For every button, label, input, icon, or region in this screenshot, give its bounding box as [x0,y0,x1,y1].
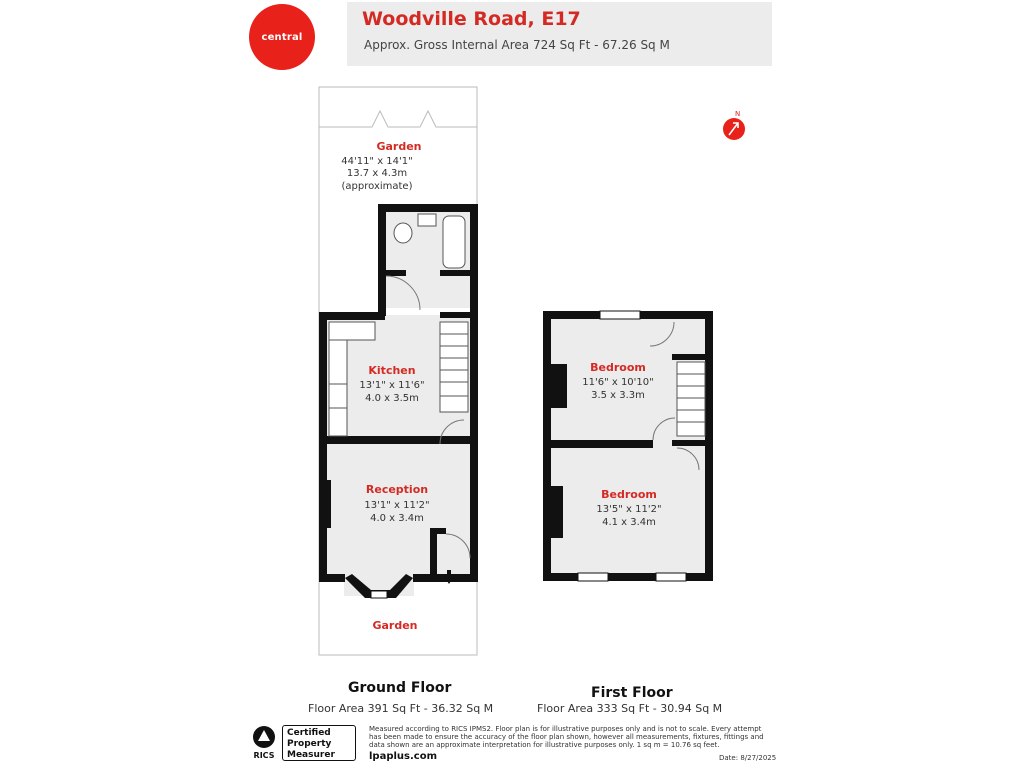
reception-name: Reception [365,483,429,496]
footer-date: Date: 8/27/2025 [719,754,777,762]
cert-line-2: Property [287,739,332,749]
kitchen-name: Kitchen [368,364,416,377]
kitchen-dim-imperial: 13'1" x 11'6" [359,380,425,391]
bedroom-rear-dim-metric: 3.5 x 3.3m [591,390,645,401]
kitchen-sink [329,322,375,340]
bedroom-front-name: Bedroom [601,488,657,501]
garden-steps [319,111,477,127]
bathtub [443,216,465,268]
page-subtitle: Approx. Gross Internal Area 724 Sq Ft - 67.26 Sq M [364,38,670,52]
first-floor-area: Floor Area 333 Sq Ft - 30.94 Sq M [537,702,723,715]
bedroom-rear-dim-imperial: 11'6" x 10'10" [582,377,654,388]
hob [329,384,347,408]
bedroom-front-dim-metric: 4.1 x 3.4m [602,517,656,528]
compass-label: N [735,110,741,118]
first-stairs [677,362,705,436]
cert-line-3: Measurer [287,750,335,760]
cert-line-1: Certified [287,728,331,738]
first-floor-title: First Floor [591,685,673,701]
disclaimer-text: Measured according to RICS IPMS2. Floor plan is for illustrative purposes only and is not to scale. Every attempt has been made to ensure the accuracy of the floor plan shown, however all measurements, fixtures, fittings and data shown are an approximate interpretation for illustrative purposes only. 1 sq m = 10.76 sq feet. [369,725,764,749]
rics-logo-icon [250,725,278,749]
reception-dim-metric: 4.0 x 3.4m [370,513,424,524]
page-title: Woodville Road, E17 [362,8,581,30]
garden-rear-dim-metric: 13.7 x 4.3m [346,168,408,179]
certified-box [282,725,356,761]
rics-text: RICS [253,751,275,760]
garden-front-name: Garden [372,619,418,632]
garden-rear-dim-imperial: 44'11" x 14'1" [341,156,413,167]
basin [418,214,436,226]
first-floor-plan [543,311,713,581]
bedroom-rear-name: Bedroom [590,361,646,374]
rics-badge [248,725,280,763]
garden-rear-name: Garden [376,140,422,153]
ground-floor-title: Ground Floor [348,680,452,696]
rics-certification [248,725,358,763]
ground-floor-area: Floor Area 391 Sq Ft - 36.32 Sq M [308,702,494,715]
toilet [394,223,412,243]
footer-url[interactable]: lpaplus.com [369,751,438,762]
kitchen-dim-metric: 4.0 x 3.5m [365,393,419,404]
brand-logo-text: central [261,31,303,43]
ground-stairs [440,322,468,412]
bedroom-front-dim-imperial: 13'5" x 11'2" [596,504,662,515]
reception-dim-imperial: 13'1" x 11'2" [364,500,430,511]
garden-rear-note: (approximate) [341,181,413,192]
